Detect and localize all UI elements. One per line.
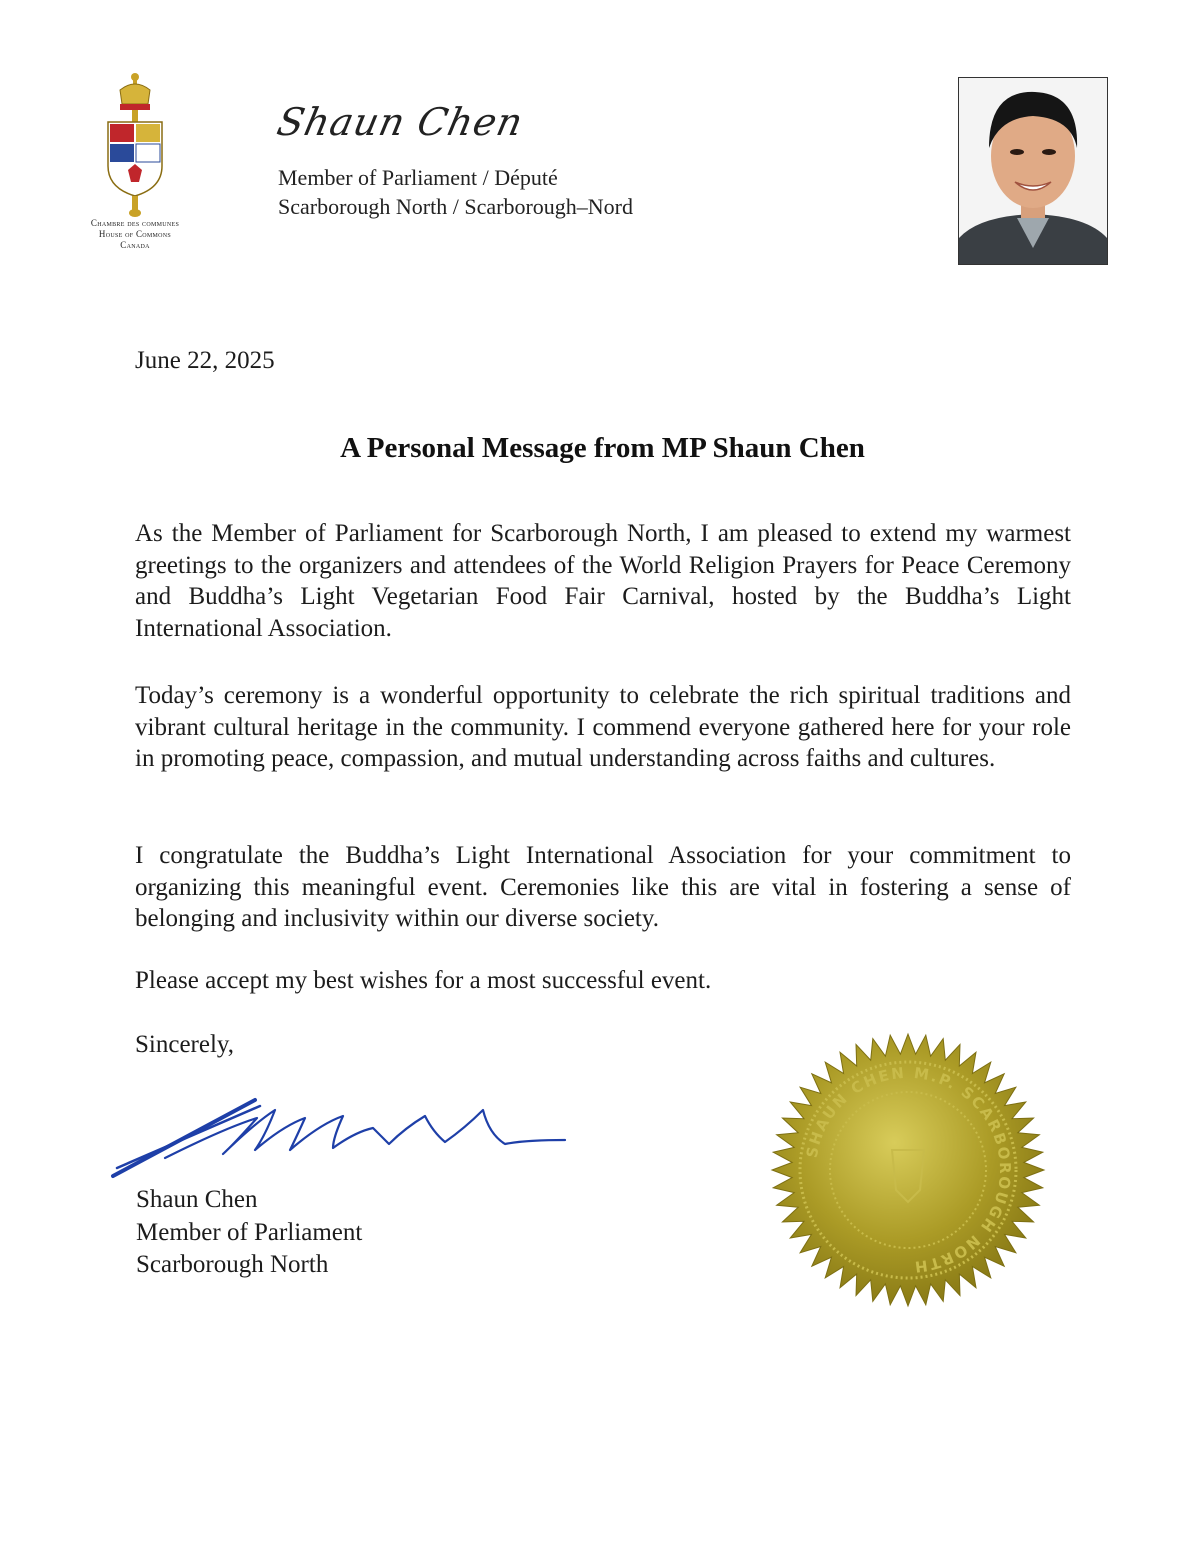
- crest-emblem-icon: [100, 70, 170, 218]
- letter-date: June 22, 2025: [135, 347, 275, 374]
- letterhead-role: Member of Parliament / Député: [278, 165, 558, 190]
- portrait-icon: [959, 78, 1107, 264]
- body-paragraph-1: As the Member of Parliament for Scarborough North, I am pleased to extend my warmest greetings to the organizers and attendees of the World Religion Prayers for Peace Ceremony and Buddha’s Light Vegetarian Food Fair Carnival, hosted by the Buddha’s Light International Association.: [135, 520, 1071, 642]
- crest-line-2: House of Commons: [98, 229, 172, 239]
- signer-riding: Scarborough North: [136, 1251, 329, 1278]
- gold-seal: [768, 1030, 1048, 1315]
- crest-line-1: Chambre des communes: [90, 218, 180, 228]
- signature-icon: [105, 1088, 585, 1188]
- seal-text: SHAUN CHEN M.P. SCARBOROUGH NORTH: [802, 1063, 1015, 1277]
- body-paragraph-3: I congratulate the Buddha’s Light International Association for your commitment to organizing this meaningful event. Ceremonies like this are vital in fostering a sense of belonging and inclusivity within our diverse society.: [135, 842, 1071, 932]
- portrait-photo: [958, 77, 1108, 265]
- signer-name: Shaun Chen: [136, 1186, 258, 1213]
- salutation: Sincerely,: [135, 1031, 235, 1058]
- closing-line: Please accept my best wishes for a most successful event.: [135, 967, 712, 994]
- letterhead-riding: Scarborough North / Scarborough–Nord: [278, 194, 633, 219]
- crest-caption: [60, 218, 210, 251]
- gold-seal-icon: [768, 1030, 1048, 1310]
- letter-title: A Personal Message from MP Shaun Chen: [340, 432, 865, 464]
- house-of-commons-crest: [60, 70, 210, 265]
- crest-line-3: Canada: [120, 240, 150, 250]
- signer-title: Member of Parliament: [136, 1219, 363, 1246]
- body-paragraph-2: Today’s ceremony is a wonderful opportunity to celebrate the rich spiritual traditions and vibrant cultural heritage in the community. I commend everyone gathered here for your role in promoting peace, compassion, and mutual understanding across faiths and cultures.: [135, 682, 1071, 772]
- letterhead-name: Shaun Chen: [273, 100, 528, 144]
- handwritten-signature: [105, 1088, 585, 1193]
